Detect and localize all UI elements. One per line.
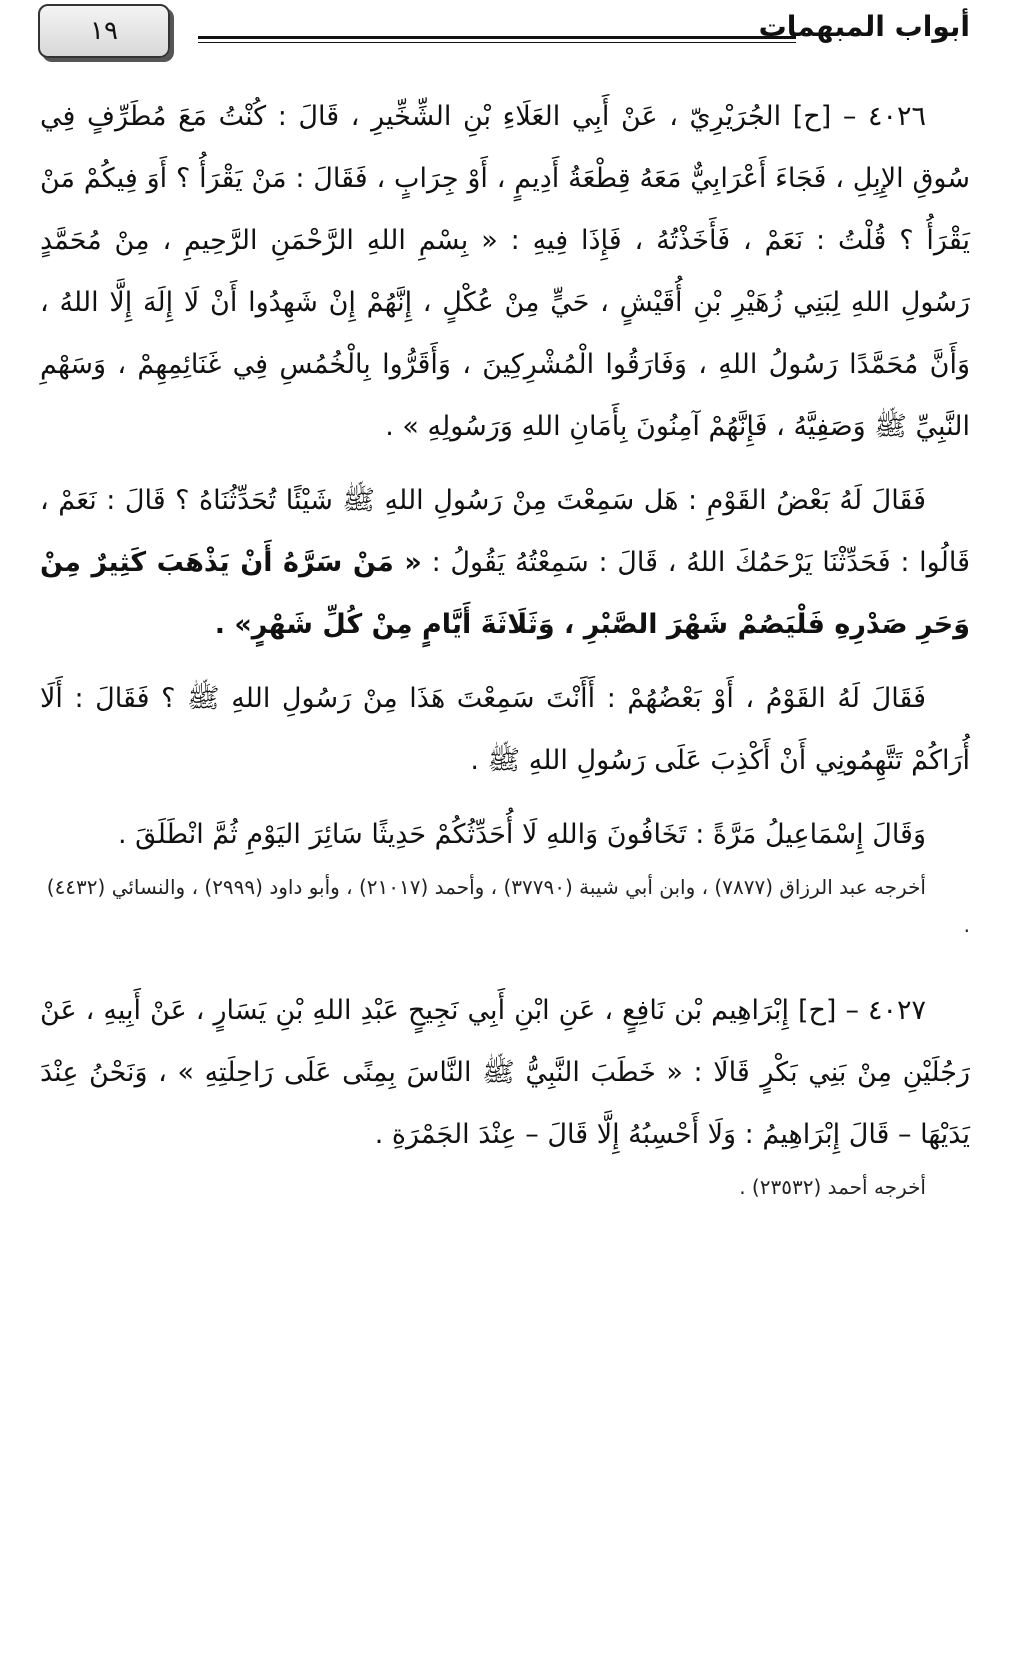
hadith-4026-takhrij: أخرجه عبد الرزاق (٧٨٧٧) ، وابن أبي شيبة (٣٧٧٩٠) ، وأحمد (٢١٠١٧) ، وأبو داود (٢٩٩٩) ، والنسائي (٤٤٣٢) .: [46, 875, 970, 937]
paragraph-2-intro: فَقَالَ لَهُ بَعْضُ القَوْمِ : هَل سَمِعْتَ مِنْ رَسُولِ اللهِ ﷺ شَيْئًا تُحَدِّثُنَاهُ ؟ قَالَ : نَعَمْ ، قَالُوا : فَحَدِّثْنَا يَرْحَمُكَ اللهُ ، قَالَ : سَمِعْتُهُ يَقُولُ :: [40, 485, 970, 578]
prophetic-saying: « مَنْ سَرَّهُ أَنْ يَذْهَبَ كَثِيرٌ مِنْ وَحَرِ صَدْرِهِ فَلْيَصُمْ شَهْرَ الصَّبْرِ ، وَثَلَاثَةَ أَيَّامٍ مِنْ كُلِّ شَهْرٍ» .: [40, 547, 970, 640]
hadith-4026-main-text: ٤٠٢٦ – [ح] الجُرَيْرِيّ ، عَنْ أَبِي العَلَاءِ بْنِ الشِّخِّيرِ ، قَالَ : كُنْتُ مَعَ مُطَرِّفٍ فِي سُوقِ الإِبِلِ ، فَجَاءَ أَعْرَابِيٌّ مَعَهُ قِطْعَةُ أَدِيمٍ ، أَوْ جِرَابٍ ، فَقَالَ : مَنْ يَقْرَأُ ؟ أَوَ فِيكُمْ مَنْ يَقْرَأُ ؟ قُلْتُ : نَعَمْ ، فَأَخَذْتُهُ ، فَإِذَا فِيهِ : « بِسْمِ اللهِ الرَّحْمَنِ الرَّحِيمِ ، مِنْ مُحَمَّدٍ رَسُولِ اللهِ لِبَنِي زُهَيْرِ بْنِ أُقَيْشٍ ، حَيٍّ مِنْ عُكْلٍ ، إِنَّهُمْ إِنْ شَهِدُوا أَنْ لَا إِلَهَ إِلَّا اللهُ ، وَأَنَّ مُحَمَّدًا رَسُولُ اللهِ ، وَفَارَقُوا الْمُشْرِكِينَ ، وَأَقَرُّوا بِالْخُمُسِ فِي غَنَائِمِهِمْ ، وَسَهْمِ النَّبِيِّ ﷺ وَصَفِيَّهُ ، فَإِنَّهُمْ آمِنُونَ بِأَمَانِ اللهِ وَرَسُولِهِ » .: [40, 101, 970, 442]
page-header: [0, 0, 1010, 70]
hadith-4027-main-text: ٤٠٢٧ – [ح] إِبْرَاهِيم بْن نَافِعٍ ، عَنِ ابْنِ أَبِي نَجِيحٍ عَبْدِ اللهِ بْنِ يَسَارٍ ، عَنْ أَبِيهِ ، عَنْ رَجُلَيْنِ مِنْ بَنِي بَكْرٍ قَالَا : « خَطَبَ النَّبِيُّ ﷺ النَّاسَ بِمِنًى عَلَى رَاحِلَتِهِ » ، وَنَحْنُ عِنْدَ يَدَيْهَا – قَالَ إِبْرَاهِيمُ : وَلَا أَحْسِبُهُ إِلَّا قَالَ – عِنْدَ الجَمْرَةِ .: [40, 995, 970, 1150]
hadith-4026-paragraph-4: وَقَالَ إِسْمَاعِيلُ مَرَّةً : تَخَافُونَ وَاللهِ لَا أُحَدِّثُكُمْ حَدِيثًا سَائِرَ اليَوْمِ ثُمَّ انْطَلَقَ .: [117, 819, 926, 850]
hadith-4026: [40, 86, 970, 944]
page-content: [40, 86, 970, 1206]
page-number: ١٩: [38, 4, 170, 58]
hadith-4026-paragraph-2: [40, 470, 970, 656]
hadith-4027-takhrij: أخرجه أحمد (٢٣٥٣٢) .: [739, 1175, 926, 1199]
header-rule-thin: [198, 42, 796, 43]
hadith-4026-paragraph-3: فَقَالَ لَهُ القَوْمُ ، أَوْ بَعْضُهُمْ : أَأَنْتَ سَمِعْتَ هَذَا مِنْ رَسُولِ اللهِ ﷺ ؟ فَقَالَ : أَلَا أُرَاكُمْ تَتَّهِمُونِي أَنْ أَكْذِبَ عَلَى رَسُولِ اللهِ ﷺ .: [40, 683, 970, 776]
running-title: أبواب المبهمات: [758, 10, 970, 43]
header-rule: [198, 36, 796, 39]
hadith-4027: [40, 980, 970, 1206]
